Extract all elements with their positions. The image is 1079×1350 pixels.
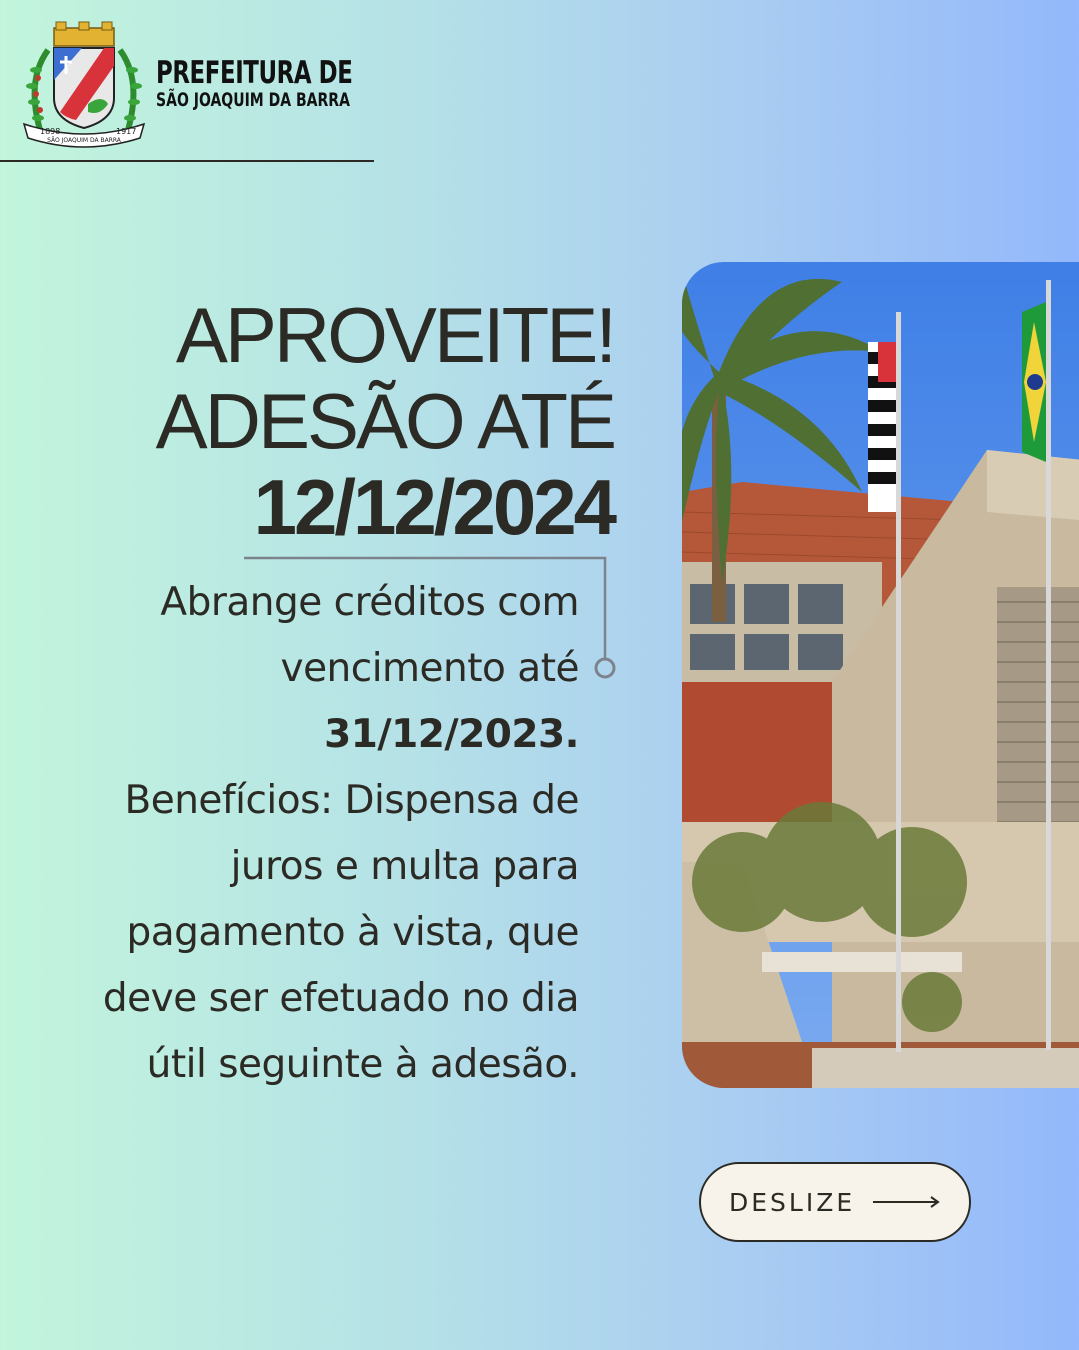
description-line: pagamento à vista, que: [126, 910, 579, 955]
city-coat-of-arms-icon: [18, 20, 150, 152]
brand-name: [156, 55, 396, 111]
svg-text:1898: 1898: [40, 127, 61, 136]
description-line: deve ser efetuado no dia: [102, 976, 579, 1021]
brand-line-1: PREFEITURA DE: [156, 55, 353, 91]
description-line: juros e multa para: [230, 844, 579, 889]
swipe-button[interactable]: [699, 1162, 971, 1242]
svg-text:1917: 1917: [116, 127, 137, 136]
headline-line-1: APROVEITE!: [175, 291, 614, 379]
offer-description: [59, 570, 579, 1098]
headline: [156, 292, 614, 550]
description-line: Abrange créditos com: [160, 580, 579, 625]
brand-line-2: SÃO JOAQUIM DA BARRA: [156, 89, 350, 111]
arrow-right-icon: [873, 1195, 941, 1209]
description-line: Benefícios: Dispensa de: [124, 778, 579, 823]
swipe-button-label: DESLIZE: [729, 1187, 856, 1217]
description-line: vencimento até: [280, 646, 579, 691]
headline-line-2: ADESÃO ATÉ: [155, 377, 614, 465]
deadline-date: 31/12/2023.: [324, 712, 579, 757]
headline-date: 12/12/2024: [253, 463, 614, 551]
description-line: útil seguinte à adesão.: [146, 1042, 579, 1087]
svg-text:SÃO JOAQUIM DA BARRA: SÃO JOAQUIM DA BARRA: [47, 137, 121, 144]
header-divider: [0, 160, 374, 162]
city-hall-photo: [682, 262, 1079, 1088]
